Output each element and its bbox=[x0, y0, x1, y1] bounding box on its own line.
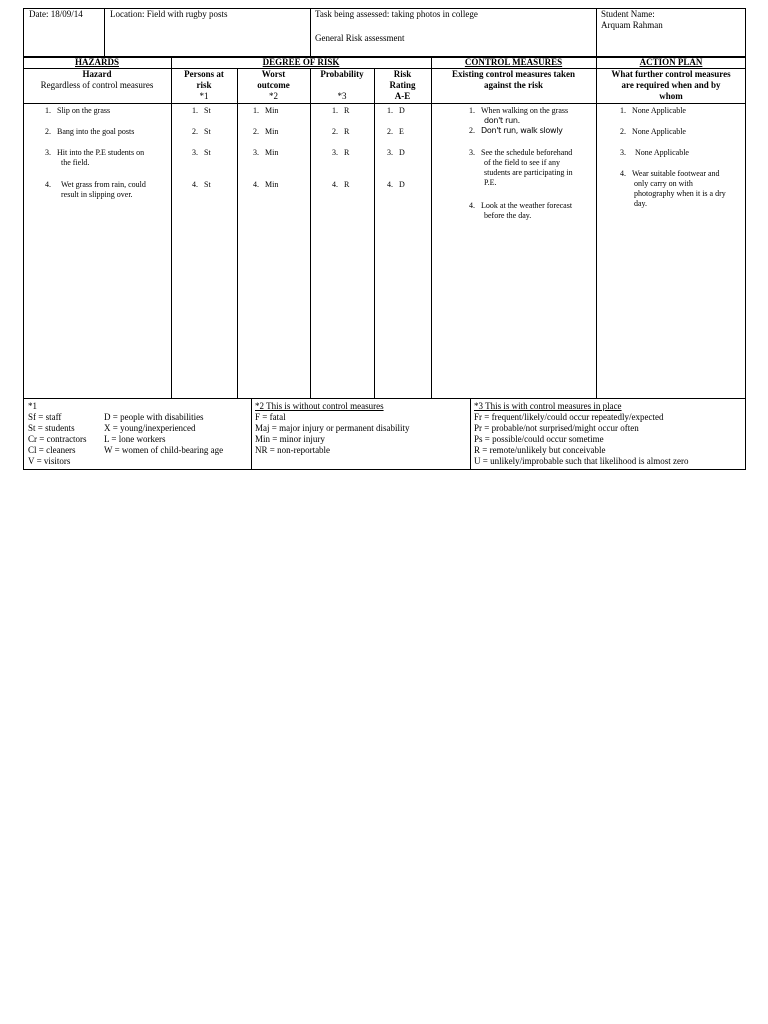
probability-header-ref: *3 bbox=[337, 91, 347, 101]
legend-item: Ps = possible/could occur sometime bbox=[474, 434, 604, 444]
action-4-l4: day. bbox=[634, 199, 648, 208]
rating-value: D bbox=[399, 148, 405, 157]
row-number: 2. bbox=[620, 127, 626, 136]
control-text: See the schedule beforehand bbox=[481, 148, 573, 157]
legend-item: D = people with disabilities bbox=[104, 412, 204, 422]
row-number: 2. bbox=[192, 127, 198, 136]
control-3 bbox=[461, 148, 572, 158]
row-number: 4. bbox=[387, 180, 393, 189]
action-group-header: ACTION PLAN bbox=[639, 57, 703, 67]
control-2 bbox=[461, 126, 563, 136]
control-header-l2: against the risk bbox=[483, 80, 543, 90]
legend-item: Cr = contractors bbox=[28, 434, 87, 444]
prob-value: R bbox=[344, 148, 350, 157]
control-text: Don't run, walk slowly bbox=[481, 126, 563, 135]
row-number: 3. bbox=[253, 148, 259, 157]
row-number: 2. bbox=[332, 127, 338, 136]
legend-key-1-left bbox=[28, 412, 87, 467]
control-3-l2: of the field to see if any bbox=[484, 158, 560, 167]
row-number: 1. bbox=[192, 106, 198, 115]
action-4-l2: only carry on with bbox=[634, 179, 693, 188]
row-number: 2. bbox=[45, 127, 51, 136]
worst-4 bbox=[245, 180, 278, 190]
rating-4 bbox=[379, 180, 405, 190]
control-text: Look at the weather forecast bbox=[481, 201, 573, 210]
persons-header-l1: Persons at bbox=[184, 69, 224, 79]
action-header-l3: whom bbox=[659, 91, 683, 101]
hazard-2 bbox=[37, 127, 134, 137]
student-name-label: Student Name: bbox=[601, 9, 655, 19]
hazard-header-sub: Regardless of control measures bbox=[40, 80, 154, 90]
row-number: 1. bbox=[45, 106, 51, 115]
rating-value: D bbox=[399, 106, 405, 115]
hazard-4-cont: result in slipping over. bbox=[61, 190, 133, 199]
action-4-l3: photography when it is a dry bbox=[634, 189, 726, 198]
row-number: 3. bbox=[192, 148, 198, 157]
worst-value: Min bbox=[265, 148, 279, 157]
worst-value: Min bbox=[265, 127, 279, 136]
legend-item: Cl = cleaners bbox=[28, 445, 76, 455]
worst-1 bbox=[245, 106, 278, 116]
legend-key-3-title: *3 This is with control measures in place bbox=[474, 401, 622, 411]
rating-value: D bbox=[399, 180, 405, 189]
rating-3 bbox=[379, 148, 405, 158]
hazard-text: Hit into the P.E students on bbox=[57, 148, 145, 157]
legend-key-2 bbox=[255, 401, 410, 456]
worst-value: Min bbox=[265, 180, 279, 189]
legend-item: St = students bbox=[28, 423, 75, 433]
control-4 bbox=[461, 201, 572, 211]
hazard-header-title: Hazard bbox=[82, 69, 112, 79]
persons-value: St bbox=[204, 148, 211, 157]
prob-3 bbox=[324, 148, 349, 158]
action-header-l1: What further control measures bbox=[611, 69, 731, 79]
action-4 bbox=[612, 169, 720, 179]
row-number: 4. bbox=[45, 180, 51, 189]
action-text: Wear suitable footwear and bbox=[632, 169, 720, 178]
row-number: 3. bbox=[620, 148, 626, 157]
legend-item: Maj = major injury or permanent disability bbox=[255, 423, 410, 433]
legend-item: V = visitors bbox=[28, 456, 71, 466]
row-number: 3. bbox=[469, 148, 475, 157]
persons-1 bbox=[184, 106, 211, 116]
row-number: 1. bbox=[469, 106, 475, 115]
legend-item: W = women of child-bearing age bbox=[104, 445, 224, 455]
legend-item: NR = non-reportable bbox=[255, 445, 331, 455]
degree-group-header: DEGREE OF RISK bbox=[262, 57, 340, 67]
legend-item: L = lone workers bbox=[104, 434, 166, 444]
hazard-text: Wet grass from rain, could bbox=[61, 180, 146, 189]
student-name: Arquam Rahman bbox=[601, 20, 663, 30]
row-number: 3. bbox=[387, 148, 393, 157]
prob-2 bbox=[324, 127, 349, 137]
row-number: 3. bbox=[332, 148, 338, 157]
legend-key-3 bbox=[474, 401, 689, 467]
control-group-header: CONTROL MEASURES bbox=[464, 57, 563, 67]
row-number: 4. bbox=[192, 180, 198, 189]
control-1-cont: don't run. bbox=[484, 116, 520, 125]
legend-item: Sf = staff bbox=[28, 412, 62, 422]
action-3 bbox=[612, 148, 689, 158]
row-number: 4. bbox=[332, 180, 338, 189]
hazard-1 bbox=[37, 106, 110, 116]
action-1 bbox=[612, 106, 686, 116]
persons-value: St bbox=[204, 127, 211, 136]
worst-header-ref: *2 bbox=[269, 91, 278, 101]
control-3-l4: P.E. bbox=[484, 178, 497, 187]
persons-value: St bbox=[204, 180, 211, 189]
task-field: Task being assessed: taking photos in college bbox=[315, 9, 478, 19]
rating-1 bbox=[379, 106, 405, 116]
rating-header bbox=[374, 69, 431, 102]
control-header-l1: Existing control measures taken bbox=[452, 69, 575, 79]
persons-header-ref: *1 bbox=[199, 91, 209, 101]
row-number: 4. bbox=[620, 169, 626, 178]
hazard-text: Bang into the goal posts bbox=[57, 127, 135, 136]
control-3-l3: students are participating in bbox=[484, 168, 573, 177]
prob-1 bbox=[324, 106, 349, 116]
control-header bbox=[431, 69, 596, 91]
row-number: 1. bbox=[620, 106, 626, 115]
legend-item: Min = minor injury bbox=[255, 434, 325, 444]
row-number: 1. bbox=[387, 106, 393, 115]
worst-header bbox=[237, 69, 310, 102]
persons-value: St bbox=[204, 106, 211, 115]
persons-4 bbox=[184, 180, 211, 190]
hazard-3-cont: the field. bbox=[61, 158, 90, 167]
date-field: Date: 18/09/14 bbox=[29, 9, 83, 19]
rating-2 bbox=[379, 127, 404, 137]
persons-3 bbox=[184, 148, 211, 158]
prob-value: R bbox=[344, 180, 350, 189]
hazard-text: Slip on the grass bbox=[57, 106, 111, 115]
action-2 bbox=[612, 127, 686, 137]
row-number: 1. bbox=[253, 106, 259, 115]
row-number: 4. bbox=[253, 180, 259, 189]
worst-2 bbox=[245, 127, 278, 137]
legend-key-2-title: *2 This is without control measures bbox=[255, 401, 384, 411]
hazard-4 bbox=[37, 180, 146, 190]
control-4-cont: before the day. bbox=[484, 211, 532, 220]
worst-header-l1: Worst bbox=[261, 69, 286, 79]
row-number: 2. bbox=[387, 127, 393, 136]
assessment-type: General Risk assessment bbox=[315, 33, 405, 43]
worst-3 bbox=[245, 148, 278, 158]
legend-item: U = unlikely/improbable such that likelihood is almost zero bbox=[474, 456, 689, 466]
legend-key-1-right bbox=[104, 412, 223, 456]
persons-2 bbox=[184, 127, 211, 137]
worst-header-l2: outcome bbox=[257, 80, 290, 90]
legend-item: Fr = frequent/likely/could occur repeatedly/expected bbox=[474, 412, 664, 422]
persons-header bbox=[171, 69, 237, 102]
legend-item: F = fatal bbox=[255, 412, 286, 422]
action-text: None Applicable bbox=[632, 127, 686, 136]
probability-header-title: Probability bbox=[320, 69, 364, 79]
control-1 bbox=[461, 106, 568, 116]
row-number: 2. bbox=[253, 127, 259, 136]
prob-value: R bbox=[344, 127, 350, 136]
hazard-3 bbox=[37, 148, 144, 158]
hazards-group-header: HAZARDS bbox=[74, 57, 119, 67]
legend-item: Pr = probable/not surprised/might occur often bbox=[474, 423, 639, 433]
action-header bbox=[596, 69, 746, 102]
prob-value: R bbox=[344, 106, 350, 115]
legend-item: R = remote/unlikely but conceivable bbox=[474, 445, 606, 455]
persons-header-l2: risk bbox=[196, 80, 212, 90]
row-number: 1. bbox=[332, 106, 338, 115]
row-number: 2. bbox=[469, 126, 475, 135]
legend-key-1-title: *1 bbox=[28, 401, 37, 411]
hazard-header bbox=[23, 69, 171, 91]
rating-header-l1: Risk bbox=[393, 69, 412, 79]
action-text: None Applicable bbox=[632, 106, 686, 115]
prob-4 bbox=[324, 180, 349, 190]
rating-header-l2: Rating bbox=[389, 80, 416, 90]
legend-item: X = young/inexperienced bbox=[104, 423, 196, 433]
action-text: None Applicable bbox=[635, 148, 689, 157]
rating-header-l3: A-E bbox=[394, 91, 411, 101]
control-text: When walking on the grass bbox=[481, 106, 569, 115]
action-header-l2: are required when and by bbox=[621, 80, 721, 90]
rating-value: E bbox=[399, 127, 404, 136]
probability-header bbox=[310, 69, 374, 102]
location-field: Location: Field with rugby posts bbox=[110, 9, 228, 19]
row-number: 4. bbox=[469, 201, 475, 210]
worst-value: Min bbox=[265, 106, 279, 115]
row-number: 3. bbox=[45, 148, 51, 157]
